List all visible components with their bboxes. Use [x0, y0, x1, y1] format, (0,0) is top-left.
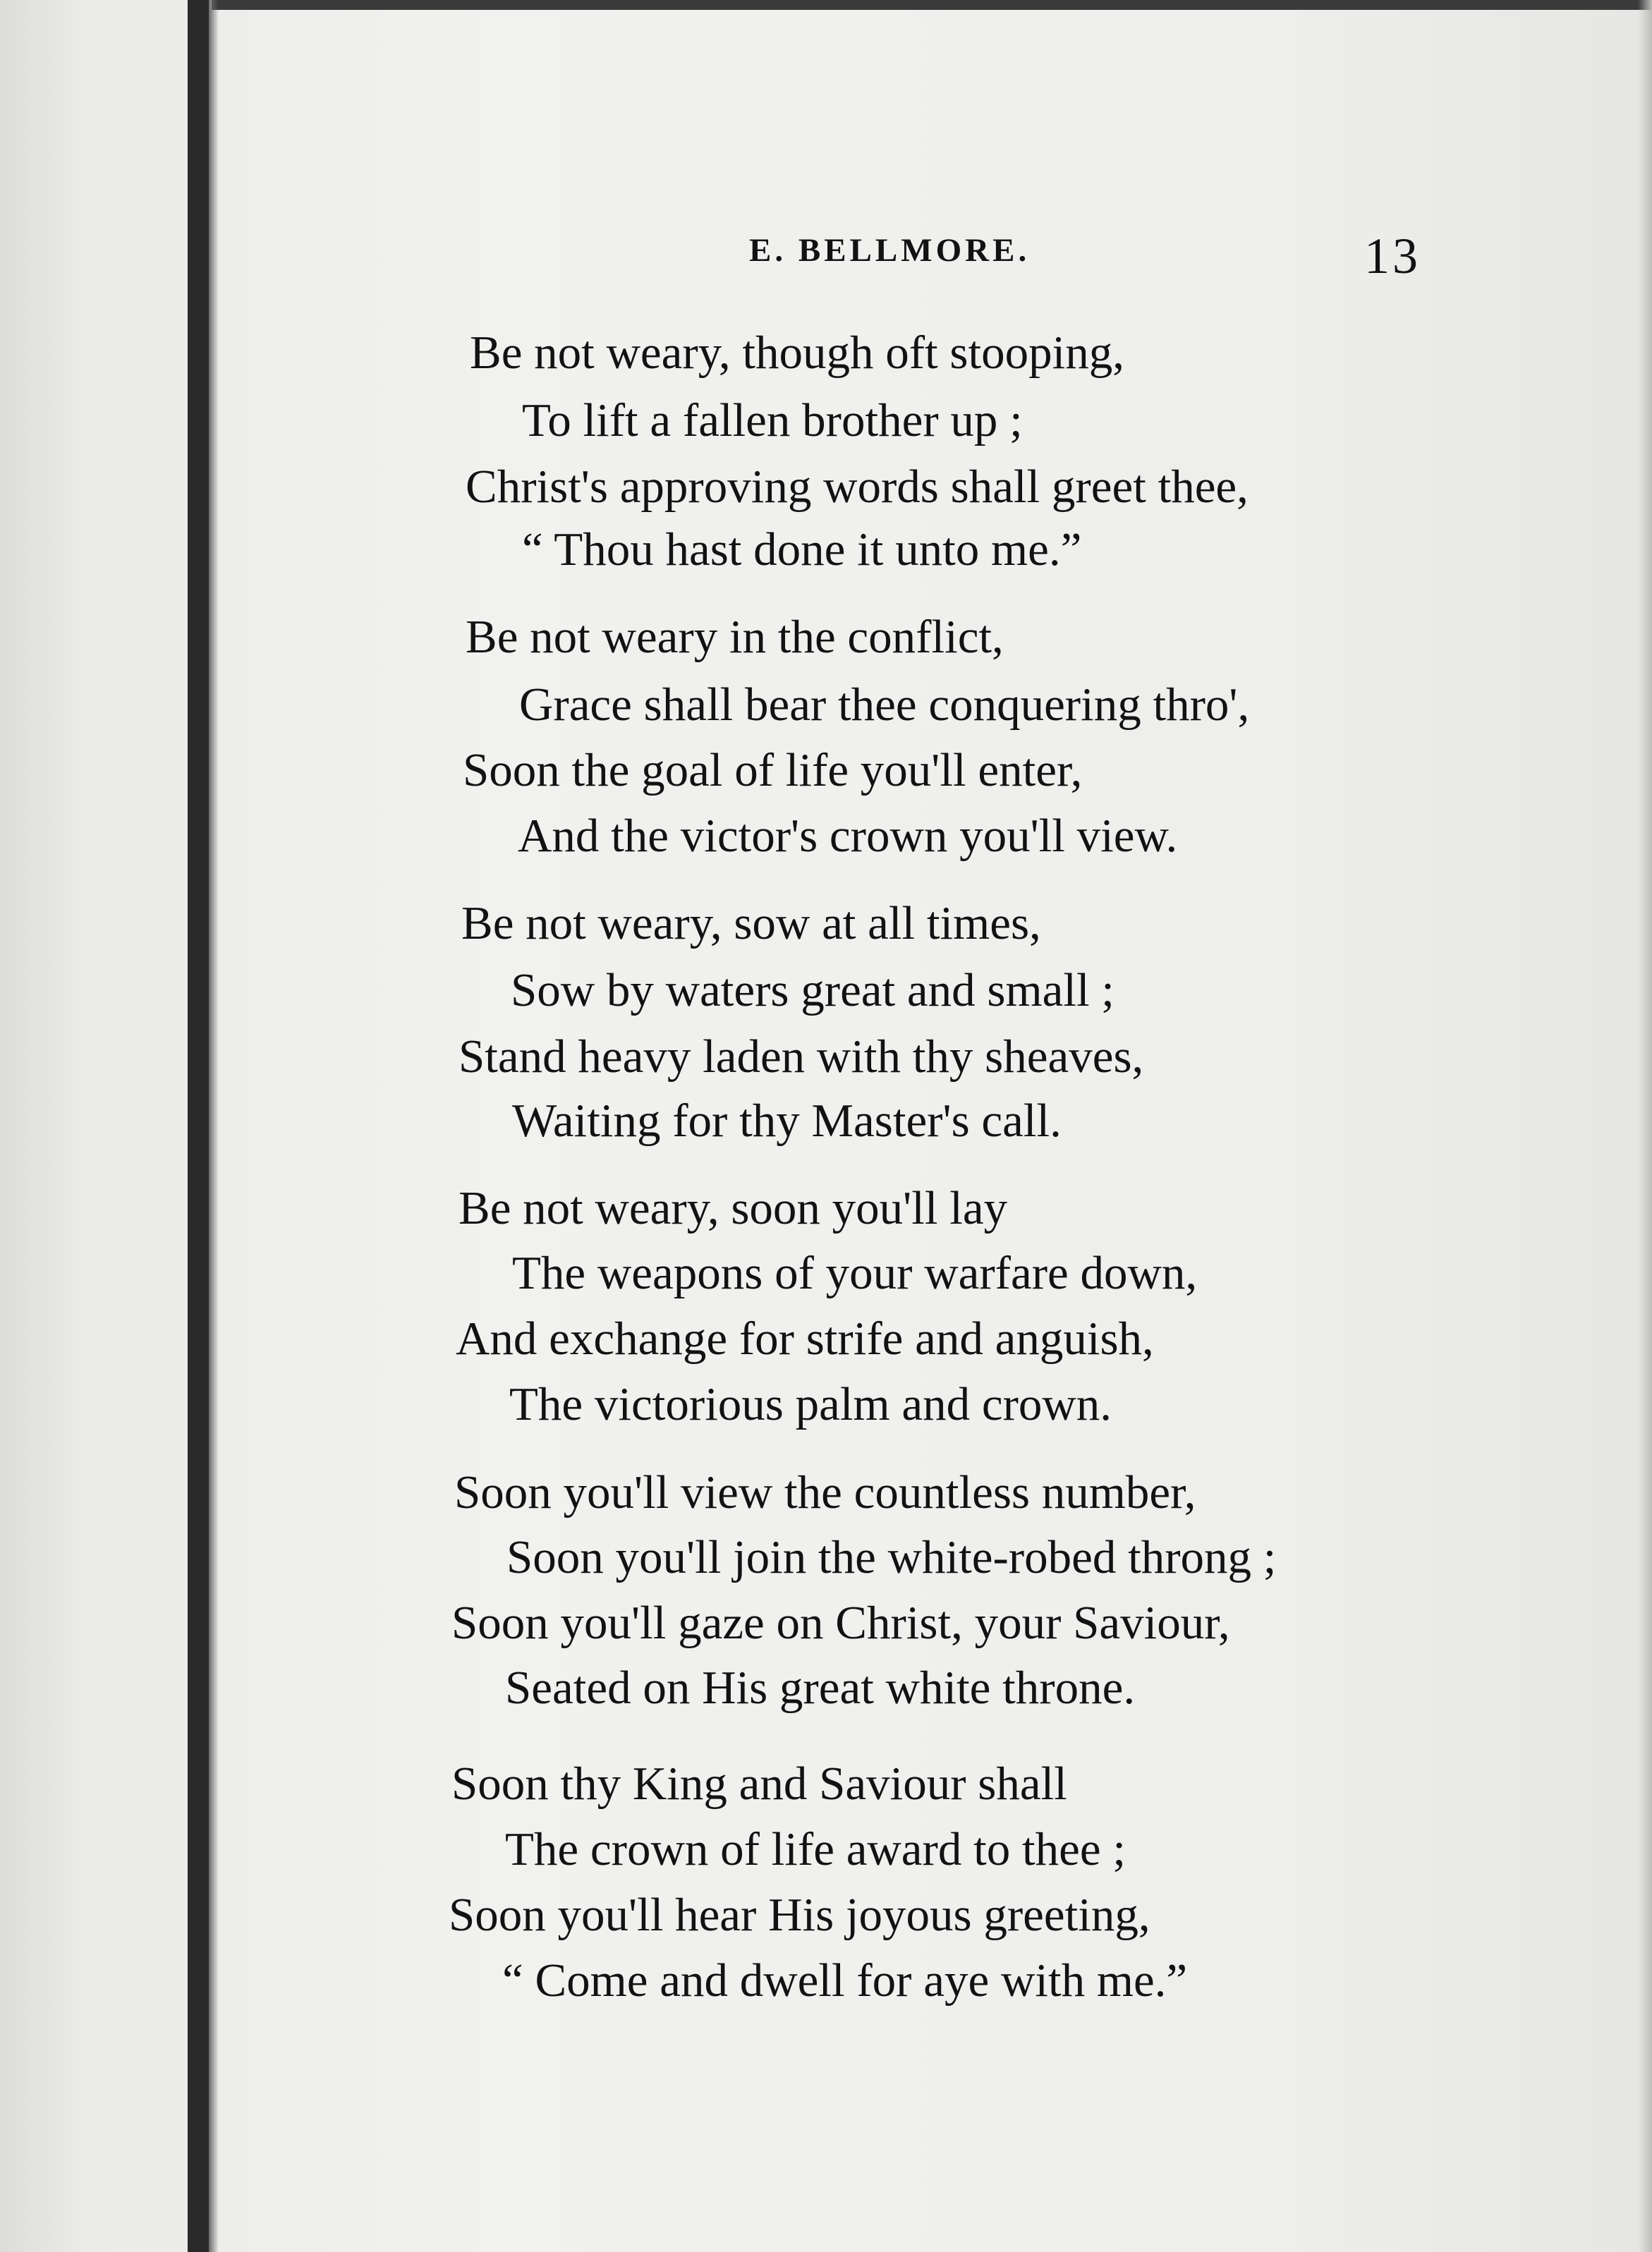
page-number: 13 [1364, 228, 1421, 284]
poem-line: Grace shall bear thee conquering thro', [519, 678, 1250, 731]
poem-line: Soon the goal of life you'll enter, [463, 744, 1083, 796]
poem-line: Be not weary, sow at all times, [461, 897, 1041, 949]
page-edge-shadow [1638, 0, 1652, 2252]
poem-line: Be not weary, though oft stooping, [470, 327, 1124, 379]
poem-line: Christ's approving words shall greet thee, [466, 461, 1249, 513]
poem-line: “ Thou hast done it unto me.” [522, 523, 1082, 576]
poem-line: Soon thy King and Saviour shall [451, 1758, 1067, 1810]
poem-line: Waiting for thy Master's call. [512, 1095, 1062, 1147]
poem-line: “ Come and dwell for aye with me.” [502, 1954, 1188, 2007]
poem-line: Seated on His great white throne. [505, 1662, 1136, 1714]
poem-line: The victorious palm and crown. [509, 1378, 1112, 1430]
top-border [212, 0, 1652, 10]
poem-line: Soon you'll join the white-robed throng ; [506, 1531, 1277, 1583]
poem-line: And exchange for strife and anguish, [456, 1313, 1154, 1365]
poem-line: Be not weary in the conflict, [466, 611, 1004, 663]
poem-line: The crown of life award to thee ; [505, 1823, 1126, 1875]
poem-line: The weapons of your warfare down, [512, 1247, 1198, 1299]
running-head: E. BELLMORE. [749, 232, 1031, 269]
binding-spine [188, 0, 209, 2252]
poem-line: And the victor's crown you'll view. [518, 810, 1178, 862]
poem-line: To lift a fallen brother up ; [522, 394, 1023, 446]
poem-line: Soon you'll hear His joyous greeting, [449, 1889, 1150, 1941]
poem-line: Stand heavy laden with thy sheaves, [458, 1030, 1144, 1083]
poem-line: Soon you'll gaze on Christ, your Saviour, [451, 1597, 1230, 1649]
poem-line: Sow by waters great and small ; [511, 964, 1115, 1016]
poem-line: Soon you'll view the countless number, [454, 1466, 1196, 1518]
poem-line: Be not weary, soon you'll lay [458, 1182, 1008, 1234]
spine-shadow [209, 0, 219, 2252]
